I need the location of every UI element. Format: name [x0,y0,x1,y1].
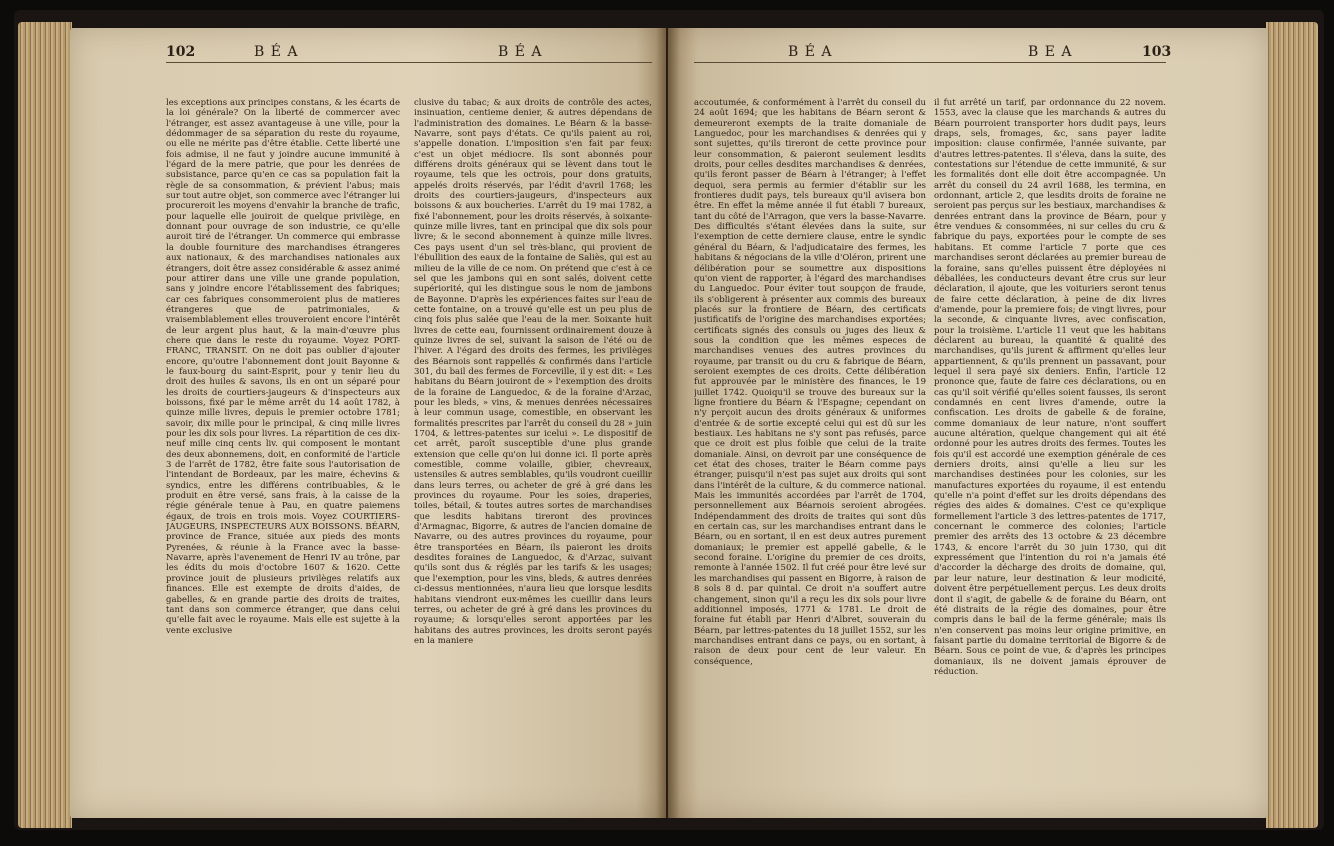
right-running-header-right: B E A [1028,44,1073,60]
left-header-rule [166,62,652,63]
right-page-number: 103 [1142,44,1172,60]
body-text: il fut arrêté un tarif, par ordonnance du 22 novem. 1553, avec la clause que les marchands & autres du Béarn pourroient transporter hors dudit pays, leurs draps, sels, fromages, &c, sans payer ladite imposition: clause confirmée, l'année suivante, par d'autres lettres-patentes. Il s'éleva, dans la suite, des contestations sur l'étendue de cette immunité, & sur les formalités dont elle doit être accompagnée. Un arrêt du conseil du 24 avril 1688, les termina, en ordonnant, article 2, que lesdits droits de foraine ne seroient pas perçus sur les bestiaux, marchandises & denrées entrant dans la province de Béarn, pour y être vendues & consommées, ni sur celles du cru & fabrique du pays, exportées pour le compte de ses habitans. Et comme l'article 7 porte que ces marchandises seront déclarées au premier bureau de la foraine, sans qu'elles puissent être déployées ni déballées, les conducteurs devant être crus sur leur déclaration, il ajoute, que les voituriers seront tenus de faire cette déclaration, à peine de dix livres d'amende, pour la premiere fois; de vingt livres, pour la seconde, & cinquante livres, avec confiscation, pour la troisième. L'article 11 veut que les habitans déclarent au bureau, la quantité & qualité des marchandises, qu'ils jurent & affirment qu'elles leur appartiennent, & qu'ils prennent un passavant, pour lequel il sera payé six deniers. Enfin, l'article 12 prononce que, faute de faire ces déclarations, ou en cas qu'il soit vérifié qu'elles soient fausses, ils seront condamnés en cent livres d'amende, outre la confiscation. Les droits de gabelle & de foraine, comme domaniaux de leur nature, n'ont souffert aucune altération, quelque changement qui ait été ordonné pour les autres droits des fermes. Toutes les fois qu'il est accordé une exemption générale de ces derniers droits, ainsi qu'elle a lieu sur les marchandises destinées pour les colonies, sur les manufactures exportées du royaume, il est entendu qu'elle n'a point d'effet sur les droits dépendans des régies des aides & domaines. C'est ce qu'explique formellement l'article 3 des lettres-patentes de 1717, concernant le commerce des colonies; l'article premier des arrêts des 13 octobre & 23 décembre 1743, & encore l'arrêt du 30 juin 1730, qui dit expressément que l'intention du roi n'a jamais été d'accorder la décharge des droits de domaine, qui, par leur nature, leur destination & leur modicité, doivent être perpétuellement perçus. Les deux droits dont il s'agit, de gabelle & de foraine du Béarn, ont été distraits de la régie des domaines, pour être compris dans le bail de la ferme générale; mais ils n'en conservent pas moins leur origine primitive, en faisant partie du domaine territorial de Bigorre & de Béarn. Sous ce point de vue, & d'après les principes domaniaux, ils ne doivent jamais éprouver de réduction. [934,98,1166,677]
left-page-column-1 [166,98,400,798]
body-text: les exceptions aux principes constans, & les écarts de la loi générale? On la liberté de commercer avec l'étranger, est assez avantageuse à une ville, pour la dédommager de sa séparation du reste du royaume, ou elle ne mérite pas d'être établie. Cette liberté une fois admise, il ne faut y joindre aucune immunité à l'égard de la mere patrie, que pour les denrées de subsistance, parce qu'en ce cas sa population fait la règle de sa consommation, & prévient l'abus; mais sur tout autre objet, son commerce avec l'étranger lui procureroit les moyens d'envahir la branche de trafic, pour laquelle elle jouiroit de quelque privilège, en donnant pour ouvrage de son industrie, ce qu'elle auroit tiré de l'étranger. Un commerce qui embrasse la double fourniture des marchandises étrangeres aux nationaux, & des marchandises nationales aux étrangers, doit être assez considérable & assez animé pour attirer dans une ville une grande population, sans y joindre encore l'établissement des fabriques; car ces fabriques consommeroient plus de matieres étrangeres que de patrimoniales, & vraisemblablement elles trouveroient encore l'intérêt de leur argent plus haut, & la main-d'œuvre plus chere que dans le reste du royaume. Voyez PORT-FRANC, TRANSIT. On ne doit pas oublier d'ajouter encore, qu'outre l'abonnement dont jouit Bayonne & le faux-bourg du saint-Esprit, pour y tenir lieu du droit des huiles & savons, ils en ont un séparé pour les droits de courtiers-jaugeurs & d'inspecteurs aux boissons, fixé par le même arrêt du 14 août 1782, à quinze mille livres, depuis le premier octobre 1781; savoir, dix mille pour le principal, & cinq mille livres pour les dix sols pour livres. La répartition de ces dix-neuf mille cinq cents liv. qui composent le montant des deux abonnemens, doit, en conformité de l'article 3 de l'arrêt de 1782, être faite sous l'autorisation de l'intendant de Bordeaux, par les maire, échevins & syndics, entre les différens contribuables, & le produit en être versé, sans frais, à la caisse de la régie générale tenue à Pau, en quatre paiemens égaux, de trois en trois mois. Voyez COURTIERS-JAUGEURS, INSPECTEURS AUX BOISSONS. BÉARN, province de France, située aux pieds des monts Pyrenées, & réunie à la France avec la basse-Navarre, après l'avenement de Henri IV au trône, par les édits du mois d'octobre 1607 & 1620. Cette province jouit de plusieurs privilèges relatifs aux finances. Elle est exempte de droits d'aides, de gabelles, & en grande partie des droits de traites, tant dans son commerce étranger, que dans celui qu'elle fait avec le royaume. Mais elle est sujette à la vente exclusive [166,98,400,636]
page-edges-left [18,22,72,828]
right-page-column-2 [934,98,1166,798]
left-page-column-2 [414,98,652,798]
right-running-header-left: B É A [788,44,833,60]
body-text: clusive du tabac; & aux droits de contrôle des actes, insinuation, centieme denier, & autres dépendans de l'administration des domaines. Le Béarn & la basse-Navarre, sont pays d'états. Ce qu'ils paient au roi, s'appelle donation. L'imposition s'en fait par feux: c'est un objet médiocre. Ils sont abonnés pour différens droits généraux qui se lèvent dans tout le royaume, tels que les octrois, pour dons gratuits, appelés droits réservés, par l'édit d'avril 1768; les droits des courtiers-jaugeurs, d'inspecteurs aux boissons & aux boucheries. L'arrêt du 19 mai 1782, a fixé l'abonnement, pour les droits réservés, à soixante-quinze mille livres, tant en principal que dix sols pour livre; & le second abonnement à quinze mille livres. Ces pays usent d'un sel très-blanc, qui provient de l'ébullition des eaux de la fontaine de Saliès, qui est au milieu de la ville de ce nom. On prétend que c'est à ce sel que les jambons qui en sont salés, doivent cette supériorité, qui les distingue sous le nom de jambons de Bayonne. D'après les expériences faites sur l'eau de cette fontaine, on a trouvé qu'elle est un peu plus de cinq fois plus salée que l'eau de la mer. Soixante huit livres de cette eau, fournissent ordinairement douze à quinze livres de sel, suivant la saison de l'été ou de l'hiver. A l'égard des droits des fermes, les privilèges des Béarnois sont rappellés & confirmés dans l'article 301, du bail des fermes de Forceville, il y est dit: « Les habitans du Béarn jouiront de » l'exemption des droits de la foraine de Languedoc, & de la foraine d'Arzac, pour les bleds, » vins, & menues denrées nécessaires à leur commun usage, comestible, en observant les formalités prescrites par l'arrêt du conseil du 28 » juin 1704, & lettres-patentes sur icelui ». Le dispositif de cet arrêt, paroît susceptible d'une plus grande extension que celle qu'on lui donne ici. Il porte après comestible, comme volaille, gibier, chevreaux, ustensiles & autres semblables, qu'ils voudront cueillir dans leurs terres, ou acheter de gré à gré dans les provinces du royaume. Pour les soies, draperies, toiles, bétail, & toutes autres sortes de marchandises que lesdits habitans tireront des provinces d'Armagnac, Bigorre, & autres de l'ancien domaine de Navarre, ou des autres provinces du royaume, pour être transportées en Béarn, ils paieront les droits desdites foraines de Languedoc, & d'Arzac, suivant qu'ils sont dus & réglés par les tarifs & les usages; que l'exemption, pour les vins, bleds, & autres denrées ci-dessus mentionnées, n'aura lieu que lorsque lesdits habitans viendront eux-mêmes les cueillir dans leurs terres, ou acheter de gré à gré dans les provinces du royaume; & lorsqu'elles seront apportées par les habitans des autres provinces, les droits seront payés en la maniere [414,98,652,646]
right-header-rule [694,62,1166,63]
left-running-header-left: B É A [254,44,299,60]
body-text: accoutumée, & conformément à l'arrêt du conseil du 24 août 1694; que les habitans de Béarn seront & demeureront exempts de la traite domaniale de Languedoc, pour les marchandises & denrées qui y sont sujettes, qu'ils tireront de cette province pour leur consommation, & paieront seulement lesdits droits, pour celles desdites marchandises & denrées, qu'ils feront passer de Béarn à l'étranger; à l'effet dequoi, sera permis au fermier d'établir sur les frontieres dudit pays, tels bureaux qu'il avisera bon être. En effet la même année il fut établi 7 bureaux, tant du côté de l'Arragon, que vers la basse-Navarre. Des difficultés s'étant élevées dans la suite, sur l'exemption de cette derniere clause, entre le syndic général du Béarn, & l'adjudicataire des fermes, les habitans & négocians de la ville d'Oléron, prirent une délibération pour se soumettre aux dispositions qu'on vient de rapporter, à l'égard des marchandises du Languedoc. Pour éviter tout soupçon de fraude, ils s'obligerent à présenter aux commis des bureaux placés sur la frontiere de Béarn, des certificats justificatifs de l'origine des marchandises exportées; certificats signés des consuls ou juges des lieux & sous la condition que les mêmes especes de marchandises venues des autres provinces du royaume, par transit ou du cru & fabrique de Béarn, seroient exemptes de ces droits. Cette délibération fut approuvée par le ministère des finances, le 19 juillet 1742. Quoiqu'il se trouve des bureaux sur la ligne frontiere du Béarn & l'Espagne; cependant on n'y perçoit aucun des droits généraux & uniformes d'entrée & de sortie excepté celui qui est dû sur les bestiaux. Les habitans ne s'y sont pas refusés, parce que ce droit est plus foible que celui de la traite domaniale. Ainsi, on devroit par une conséquence de cet état des choses, traiter le Béarn comme pays étranger, puisqu'il n'est pas sujet aux droits qui sont dans l'intérêt de la culture, & du commerce national. Mais les immunités accordées par l'arrêt de 1704, personnellement aux Béarnois seroient abrogées. Indépendamment des droits de traites qui sont dûs en certain cas, sur les marchandises entrant dans le Béarn, ou en sortant, il en est deux autres purement domaniaux; le premier est appellé gabelle, & le second foraine. L'origine du premier de ces droits, remonte à l'année 1502. Il fut créé pour être levé sur les marchandises qui passent en Bigorre, à raison de 8 sols 8 d. par quintal. Ce droit n'a souffert autre changement, sinon qu'il a reçu les dix sols pour livre additionnel imposés, 1771 & 1781. Le droit de foraine fut établi par Henri d'Albret, souverain du Béarn, par lettres-patentes du 18 juillet 1552, sur les marchandises entrant dans ce pays, ou en sortant, à raison de deux pour cent de leur valeur. En conséquence, [694,98,926,667]
left-running-header-right: B É A [498,44,543,60]
page-edges-right [1266,22,1318,828]
right-page-column-1 [694,98,926,798]
left-page-number: 102 [166,44,196,60]
book-gutter [656,28,680,818]
